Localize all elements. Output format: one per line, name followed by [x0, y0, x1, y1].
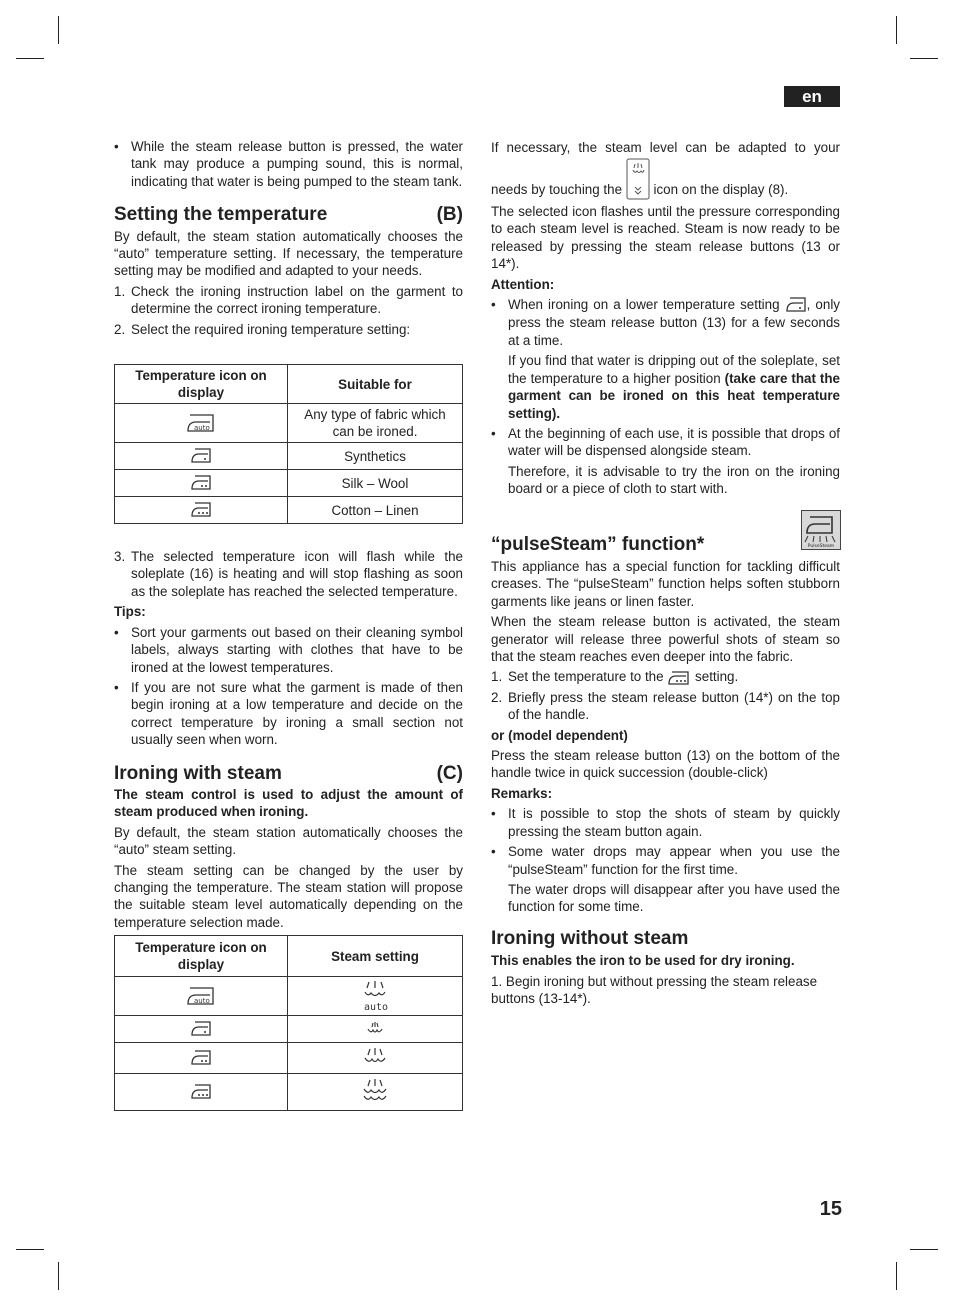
crop-mark — [910, 1249, 938, 1250]
table-header: Steam setting — [288, 936, 463, 977]
table-row — [115, 497, 463, 524]
bullet-item: • When ironing on a lower temperature setting , only press the steam release button (13) for a few seconds at a time. — [491, 297, 840, 348]
paragraph: When the steam release button is activated, the steam generator will release three powerful shots of steam so that the steam reaches even deeper into the fabric. — [491, 614, 840, 664]
table-cell — [115, 977, 288, 1016]
table-row — [115, 1043, 463, 1074]
table-header-row — [115, 365, 463, 404]
svg-text:auto: auto — [364, 1002, 389, 1013]
iron-one-dot-icon — [190, 447, 212, 465]
crop-mark — [910, 58, 938, 59]
table-row — [115, 977, 463, 1016]
indented-paragraph: Therefore, it is advisable to try the iron on the ironing board or a piece of cloth to start with. — [508, 463, 840, 497]
indented-paragraph: The water drops will disappear after you have used the function for some time. — [508, 881, 840, 915]
paragraph: If necessary, the steam level can be adapted to your needs by touching the icon on the display (8). — [491, 138, 840, 200]
table-cell: Cotton – Linen — [288, 497, 463, 524]
table-row — [115, 470, 463, 497]
iron-steam-icon — [802, 511, 840, 549]
remarks-label: Remarks: — [491, 785, 553, 801]
table-cell — [115, 1016, 288, 1043]
table-header: Suitable for — [288, 365, 463, 404]
paragraph: 1. Begin ironing but without pressing the steam release buttons (13-14*). — [491, 973, 818, 1006]
tips-label: Tips: — [114, 604, 146, 620]
steam-high-icon — [361, 1078, 389, 1106]
numbered-step: 2. Select the required ironing temperature setting: — [114, 321, 411, 337]
paragraph: Press the steam release button (13) on the bottom of the handle twice in quick succession (double-click) — [491, 748, 840, 781]
crop-mark — [16, 1249, 44, 1250]
numbered-step: 1. Check the ironing instruction label on the garment to determine the correct ironing temperature. — [114, 283, 463, 317]
table-header: Temperature icon on display — [115, 936, 288, 977]
bullet-item: • At the beginning of each use, it is possible that drops of water will be dispensed alongside steam. — [491, 425, 840, 459]
table-cell — [288, 1074, 463, 1111]
section-heading-pulsesteam: “pulseSteam” function* — [491, 533, 705, 555]
table-cell — [115, 1043, 288, 1074]
bullet-item: • While the steam release button is pressed, the water tank may produce a pumping sound, this is normal, indicating that water is being pumped to the steam tank. — [114, 139, 463, 189]
iron-three-dots-icon — [667, 670, 691, 686]
steam-low-icon — [364, 1020, 386, 1038]
table-cell: Any type of fabric which can be ironed. — [288, 404, 463, 443]
table-row — [115, 1016, 463, 1043]
svg-text:PulseSteam: PulseSteam — [807, 544, 835, 549]
section-heading-steam: Ironing with steam (C) — [114, 762, 463, 784]
crop-mark — [58, 1262, 59, 1290]
table-cell — [115, 443, 288, 470]
right-column — [491, 138, 840, 1010]
page-number: 15 — [819, 1198, 842, 1220]
crop-mark — [58, 16, 59, 44]
iron-one-dot-icon — [190, 1020, 212, 1038]
language-badge: en — [784, 86, 840, 107]
crop-mark — [896, 16, 897, 44]
numbered-step: 2. Briefly press the steam release button (14*) on the top of the handle. — [491, 689, 840, 723]
left-column — [114, 138, 463, 1111]
bullet-item: • It is possible to stop the shots of steam by quickly pressing the steam button again. — [491, 806, 840, 839]
table-row — [115, 1074, 463, 1111]
iron-two-dots-icon — [190, 474, 212, 492]
table-cell: Synthetics — [288, 443, 463, 470]
table-cell — [115, 404, 288, 443]
temperature-table — [114, 364, 463, 524]
table-row — [115, 443, 463, 470]
section-heading-temperature: Setting the temperature (B) — [114, 204, 463, 226]
numbered-step: 3. The selected temperature icon will flash while the soleplate (16) is heating and will stop flashing as soon as the soleplate has reached the selected temperature. — [114, 549, 463, 599]
steam-table — [114, 935, 463, 1111]
table-cell — [115, 497, 288, 524]
table-header: Temperature icon on display — [115, 365, 288, 404]
steam-medium-icon — [362, 1047, 388, 1069]
pulse-steam-icon — [801, 510, 841, 550]
iron-one-dot-icon — [785, 296, 807, 314]
numbered-step: 1. Set the temperature to the setting. — [491, 669, 739, 685]
table-cell — [288, 977, 463, 1016]
steam-level-button-icon — [626, 158, 650, 200]
table-row — [115, 404, 463, 443]
iron-three-dots-icon — [190, 1083, 212, 1101]
paragraph-bold: This enables the iron to be used for dry ironing. — [491, 953, 795, 969]
bullet-item: • Sort your garments out based on their cleaning symbol labels, always starting with clothes that have to be ironed at the lowest temperatures. — [114, 624, 463, 675]
svg-text:auto: auto — [194, 424, 210, 433]
iron-three-dots-icon — [190, 501, 212, 519]
iron-auto-icon — [186, 412, 216, 434]
paragraph: By default, the steam station automatically chooses the “auto” temperature setting. If necessary, the temperature setting may be modified and adapted to your needs. — [114, 228, 463, 279]
table-cell — [115, 470, 288, 497]
table-cell: Silk – Wool — [288, 470, 463, 497]
table-cell — [288, 1016, 463, 1043]
bullet-item: • Some water drops may appear when you use the “pulseSteam” function for the first time. — [491, 844, 840, 877]
bullet-item: • If you are not sure what the garment is made of then begin ironing at a low temperature and decide on the correct temperature by ironing a small section not usually seen when worn. — [114, 679, 463, 748]
iron-auto-icon — [186, 985, 216, 1007]
paragraph: By default, the steam station automatically chooses the “auto” steam setting. — [114, 824, 463, 858]
or-label: or (model dependent) — [491, 727, 628, 743]
section-heading-dry: Ironing without steam — [491, 927, 689, 949]
paragraph: The selected icon flashes until the pressure corresponding to each steam level is reached. Steam is now ready to be released by pressing the steam release buttons (13 or 14*). — [491, 204, 840, 272]
svg-text:auto: auto — [194, 997, 210, 1006]
table-cell — [115, 1074, 288, 1111]
indented-paragraph: If you find that water is dripping out of the soleplate, set the temperature to a higher position (take care that the garment can be ironed on this heat temperature setting). — [508, 353, 840, 421]
paragraph-bold: The steam control is used to adjust the amount of steam produced when ironing. — [114, 786, 463, 820]
iron-two-dots-icon — [190, 1049, 212, 1067]
steam-auto-icon — [360, 980, 390, 1012]
attention-label: Attention: — [491, 276, 555, 292]
paragraph: The steam setting can be changed by the user by changing the temperature. The steam station will propose the suitable steam level automatically depending on the temperature selection made. — [114, 862, 463, 930]
paragraph: This appliance has a special function for tackling difficult creases. The “pulseSteam” function helps soften stubborn garments like jeans or linen faster. — [491, 558, 840, 609]
table-cell — [288, 1043, 463, 1074]
table-header-row — [115, 936, 463, 977]
crop-mark — [896, 1262, 897, 1290]
crop-mark — [16, 58, 44, 59]
